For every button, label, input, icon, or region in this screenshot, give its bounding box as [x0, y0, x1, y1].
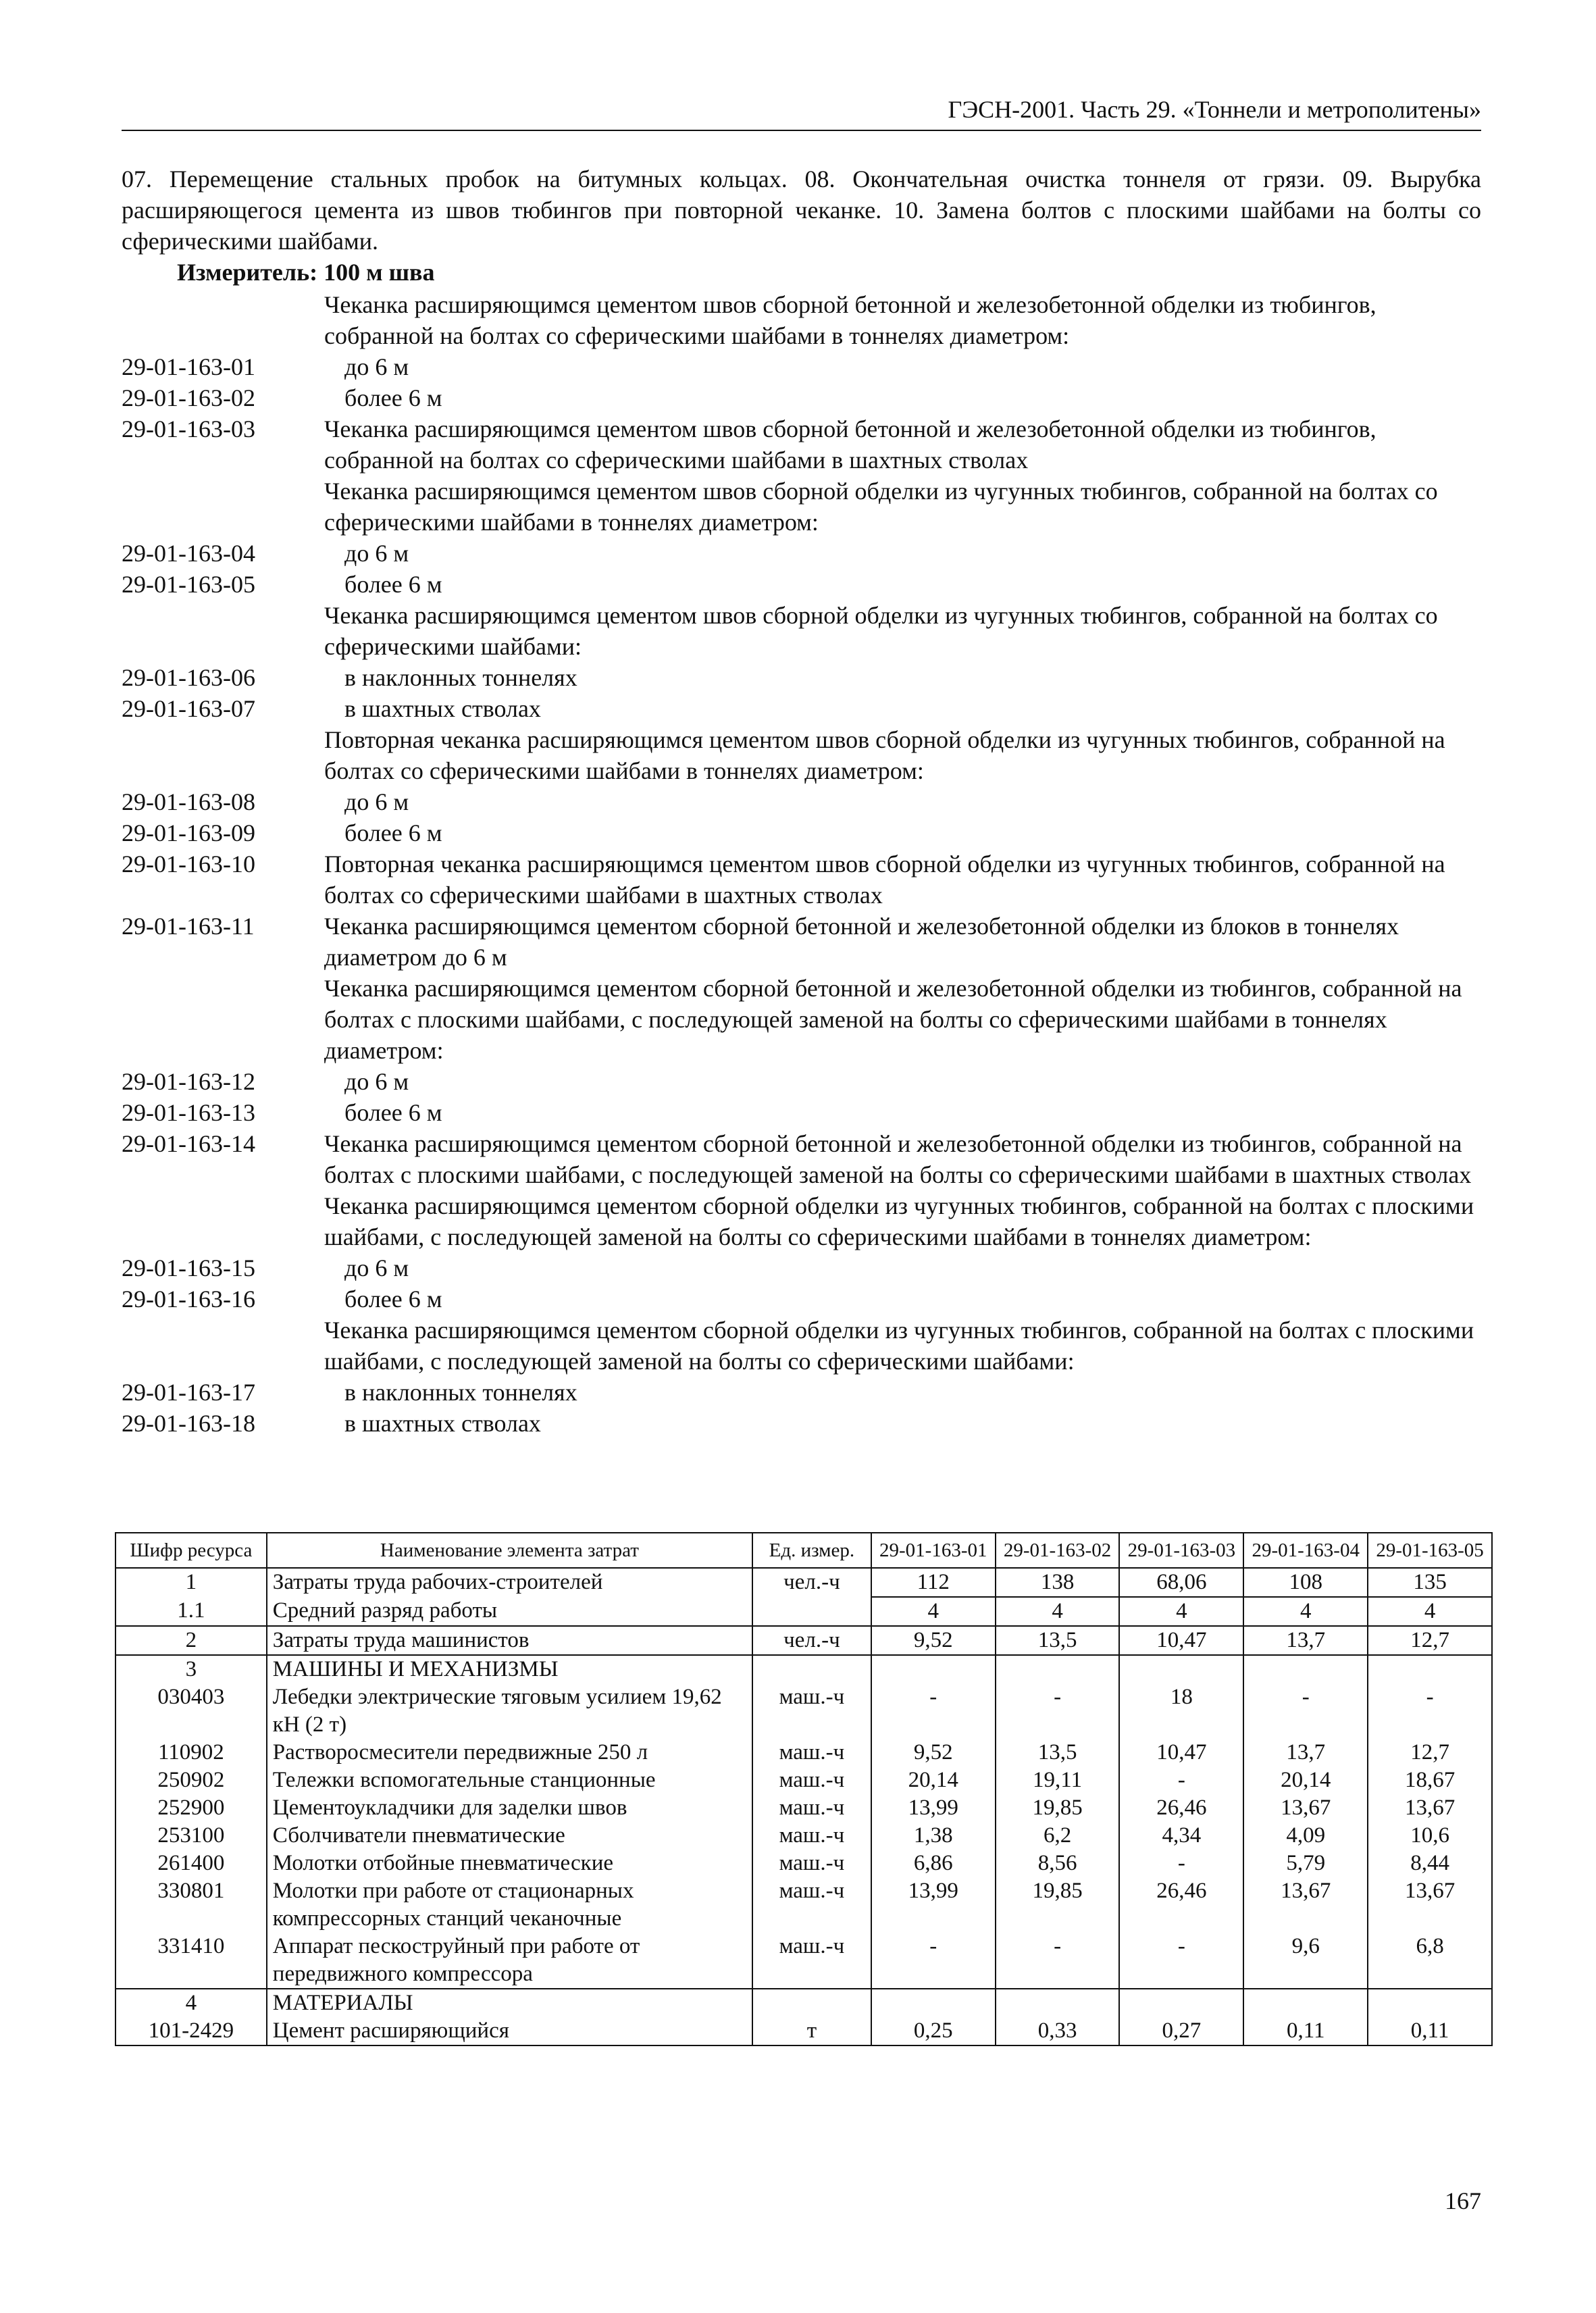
resource-unit: маш.-ч: [752, 1683, 871, 1739]
value-cell: 12,7: [1368, 1739, 1492, 1766]
value-cell: 20,14: [1243, 1766, 1368, 1794]
table-row: [115, 1597, 1492, 1626]
value-cell: 68,06: [1119, 1568, 1243, 1597]
value-cell: 8,44: [1368, 1850, 1492, 1877]
resource-unit: чел.-ч: [752, 1568, 871, 1597]
entry-text: до 6 м: [344, 788, 409, 815]
table-row: [115, 1626, 1492, 1655]
entry-code: [122, 289, 324, 351]
resource-name: Средний разряд работы: [267, 1597, 752, 1626]
entry-code: 29-01-163-03: [122, 415, 255, 442]
cost-table-body: [115, 1568, 1492, 2045]
value-cell: -: [1368, 1683, 1492, 1739]
value-cell: [1243, 1655, 1368, 1683]
entry-row: [122, 911, 1481, 973]
entry-row: [122, 1097, 1481, 1128]
entry-text: до 6 м: [344, 1254, 409, 1281]
table-row: [115, 2017, 1492, 2045]
table-header-cell: 29-01-163-01: [871, 1533, 996, 1568]
value-cell: [871, 1655, 996, 1683]
resource-name: Растворосмесители передвижные 250 л: [267, 1739, 752, 1766]
value-cell: 1,38: [871, 1822, 996, 1850]
entry-text: в шахтных стволах: [344, 695, 541, 722]
entry-row: [122, 382, 1481, 413]
value-cell: 13,7: [1243, 1739, 1368, 1766]
value-cell: 13,67: [1368, 1794, 1492, 1822]
resource-name: Лебедки электрические тяговым усилием 19,62 кН (2 т): [267, 1683, 752, 1739]
entry-text: Чеканка расширяющимся цементом сборной бетонной и железобетонной обделки из тюбингов, собранной на болтах с плоскими шайбами, с последующей заменой на болты со сферическими шайбами в тоннелях диаметром:: [324, 975, 1462, 1064]
table-row: [115, 1877, 1492, 1933]
value-cell: 0,33: [996, 2017, 1120, 2045]
value-cell: 4: [1119, 1597, 1243, 1626]
value-cell: [1119, 1989, 1243, 2017]
value-cell: 4: [996, 1597, 1120, 1626]
entry-code: 29-01-163-13: [122, 1099, 255, 1126]
resource-unit: маш.-ч: [752, 1739, 871, 1766]
entry-code: [122, 476, 324, 538]
resource-code: 261400: [115, 1850, 267, 1877]
table-row: [115, 1683, 1492, 1739]
table-header-cell: 29-01-163-02: [996, 1533, 1120, 1568]
cost-table: [115, 1532, 1493, 2046]
entry-code: 29-01-163-12: [122, 1068, 255, 1095]
entry-row: [122, 600, 1481, 662]
entry-row: [122, 538, 1481, 569]
entry-text: Чеканка расширяющимся цементом сборной обделки из чугунных тюбингов, собранной на болтах с плоскими шайбами, с последующей заменой на болты со сферическими шайбами:: [324, 1317, 1474, 1375]
entry-code: 29-01-163-15: [122, 1254, 255, 1281]
table-header-cell: Наименование элемента затрат: [267, 1533, 752, 1568]
entry-row: [122, 1315, 1481, 1377]
value-cell: 13,67: [1243, 1794, 1368, 1822]
resource-unit: маш.-ч: [752, 1877, 871, 1933]
resource-code: 252900: [115, 1794, 267, 1822]
resource-code: 101-2429: [115, 2017, 267, 2045]
resource-unit: [752, 1597, 871, 1626]
value-cell: 4: [871, 1597, 996, 1626]
entry-text: Чеканка расширяющимся цементом сборной бетонной и железобетонной обделки из тюбингов, собранной на болтах с плоскими шайбами, с последующей заменой на болты со сферическими шайбами в шахтных стволах: [324, 1130, 1472, 1188]
entry-text: в наклонных тоннелях: [344, 664, 577, 691]
entry-row: [122, 1066, 1481, 1097]
value-cell: -: [996, 1683, 1120, 1739]
value-cell: -: [996, 1933, 1120, 1989]
value-cell: 19,11: [996, 1766, 1120, 1794]
entry-code: 29-01-163-10: [122, 850, 255, 878]
value-cell: -: [1119, 1850, 1243, 1877]
table-row: [115, 1794, 1492, 1822]
value-cell: 112: [871, 1568, 996, 1597]
entry-text: Чеканка расширяющимся цементом швов сборной бетонной и железобетонной обделки из тюбингов, собранной на болтах со сферическими шайбами в тоннелях диаметром:: [324, 291, 1376, 349]
value-cell: 13,5: [996, 1626, 1120, 1655]
entry-text: Повторная чеканка расширяющимся цементом швов сборной обделки из чугунных тюбингов, собранной на болтах со сферическими шайбами в шахтных стволах: [324, 850, 1445, 909]
table-header-cell: 29-01-163-04: [1243, 1533, 1368, 1568]
resource-unit: маш.-ч: [752, 1766, 871, 1794]
entry-row: [122, 351, 1481, 382]
entry-row: [122, 476, 1481, 538]
value-cell: 18,67: [1368, 1766, 1492, 1794]
entry-row: [122, 724, 1481, 786]
value-cell: 13,7: [1243, 1626, 1368, 1655]
header-title: ГЭСН-2001. Часть 29. «Тоннели и метрополитены»: [948, 96, 1481, 123]
entry-text: Чеканка расширяющимся цементом швов сборной обделки из чугунных тюбингов, собранной на болтах со сферическими шайбами:: [324, 602, 1438, 660]
resource-name: МАТЕРИАЛЫ: [267, 1989, 752, 2017]
entry-text: Чеканка расширяющимся цементом сборной обделки из чугунных тюбингов, собранной на болтах с плоскими шайбами, с последующей заменой на болты со сферическими шайбами в тоннелях диаметром:: [324, 1192, 1474, 1250]
entry-code: [122, 600, 324, 662]
resource-code: 110902: [115, 1739, 267, 1766]
value-cell: 13,99: [871, 1877, 996, 1933]
resource-name: Затраты труда рабочих-строителей: [267, 1568, 752, 1597]
value-cell: [871, 1989, 996, 2017]
value-cell: [1243, 1989, 1368, 2017]
table-header-cell: Ед. измер.: [752, 1533, 871, 1568]
value-cell: 9,52: [871, 1626, 996, 1655]
page-number: 167: [1445, 2187, 1481, 2214]
entry-text: более 6 м: [344, 1099, 442, 1126]
resource-code: 2: [115, 1626, 267, 1655]
resource-unit: [752, 1655, 871, 1683]
value-cell: 10,6: [1368, 1822, 1492, 1850]
entry-code: 29-01-163-01: [122, 353, 255, 380]
value-cell: [996, 1989, 1120, 2017]
entry-text: в шахтных стволах: [344, 1410, 541, 1437]
resource-unit: маш.-ч: [752, 1850, 871, 1877]
table-row: [115, 1739, 1492, 1766]
table-row: [115, 1568, 1492, 1597]
resource-name: Сболчиватели пневматические: [267, 1822, 752, 1850]
value-cell: [996, 1655, 1120, 1683]
value-cell: -: [1243, 1683, 1368, 1739]
value-cell: [1368, 1655, 1492, 1683]
entry-row: [122, 289, 1481, 351]
resource-name: Молотки при работе от стационарных компрессорных станций чеканочные: [267, 1877, 752, 1933]
entry-code: 29-01-163-02: [122, 384, 255, 411]
resource-code: 4: [115, 1989, 267, 2017]
value-cell: 4,34: [1119, 1822, 1243, 1850]
entry-row: [122, 1252, 1481, 1283]
value-cell: 10,47: [1119, 1739, 1243, 1766]
table-row: [115, 1933, 1492, 1989]
resource-code: 030403: [115, 1683, 267, 1739]
entry-row: [122, 569, 1481, 600]
resource-code: 1.1: [115, 1597, 267, 1626]
entry-code: 29-01-163-07: [122, 695, 255, 722]
measure-label: Измеритель: 100 м шва: [177, 259, 435, 286]
cost-table-header: [115, 1533, 1492, 1568]
resource-name: Тележки вспомогательные станционные: [267, 1766, 752, 1794]
entry-code: [122, 1315, 324, 1377]
table-header-cell: 29-01-163-03: [1119, 1533, 1243, 1568]
entry-text: Повторная чеканка расширяющимся цементом швов сборной обделки из чугунных тюбингов, собранной на болтах со сферическими шайбами в тоннелях диаметром:: [324, 726, 1445, 784]
value-cell: 0,25: [871, 2017, 996, 2045]
entry-code: 29-01-163-17: [122, 1379, 255, 1406]
page-header: [122, 95, 1481, 131]
value-cell: [1368, 1989, 1492, 2017]
entry-code: 29-01-163-14: [122, 1130, 255, 1157]
entry-code: 29-01-163-05: [122, 571, 255, 598]
value-cell: 13,67: [1368, 1877, 1492, 1933]
intro-text: 07. Перемещение стальных пробок на битумных кольцах. 08. Окончательная очистка тоннеля от грязи. 09. Вырубка расширяющегося цемента из швов тюбингов при повторной чеканке. 10. Замена болтов с плоскими шайбами на болты со сферическими шайбами.: [122, 166, 1481, 255]
value-cell: 0,11: [1368, 2017, 1492, 2045]
value-cell: 6,86: [871, 1850, 996, 1877]
entry-text: в наклонных тоннелях: [344, 1379, 577, 1406]
table-row: [115, 1822, 1492, 1850]
value-cell: 5,79: [1243, 1850, 1368, 1877]
value-cell: 4,09: [1243, 1822, 1368, 1850]
value-cell: 135: [1368, 1568, 1492, 1597]
entry-row: [122, 413, 1481, 476]
value-cell: 9,52: [871, 1739, 996, 1766]
resource-code: 330801: [115, 1877, 267, 1933]
entry-row: [122, 1377, 1481, 1408]
resource-code: 253100: [115, 1822, 267, 1850]
entry-text: до 6 м: [344, 1068, 409, 1095]
entry-code: 29-01-163-04: [122, 540, 255, 567]
entry-text: более 6 м: [344, 1286, 442, 1313]
resource-unit: маш.-ч: [752, 1822, 871, 1850]
resource-name: Аппарат пескоструйный при работе от передвижного компрессора: [267, 1933, 752, 1989]
value-cell: 26,46: [1119, 1877, 1243, 1933]
entry-row: [122, 1190, 1481, 1252]
resource-code: 3: [115, 1655, 267, 1683]
entries-list: [122, 289, 1481, 1439]
value-cell: 6,8: [1368, 1933, 1492, 1989]
value-cell: -: [871, 1683, 996, 1739]
value-cell: 138: [996, 1568, 1120, 1597]
value-cell: 108: [1243, 1568, 1368, 1597]
value-cell: 13,99: [871, 1794, 996, 1822]
entry-text: более 6 м: [344, 819, 442, 846]
resource-name: Цемент расширяющийся: [267, 2017, 752, 2045]
value-cell: 19,85: [996, 1877, 1120, 1933]
entry-row: [122, 1128, 1481, 1190]
resource-name: Затраты труда машинистов: [267, 1626, 752, 1655]
resource-unit: т: [752, 2017, 871, 2045]
value-cell: 6,2: [996, 1822, 1120, 1850]
table-row: [115, 1766, 1492, 1794]
value-cell: 13,5: [996, 1739, 1120, 1766]
resource-unit: [752, 1989, 871, 2017]
table-row: [115, 1850, 1492, 1877]
value-cell: 20,14: [871, 1766, 996, 1794]
entry-code: 29-01-163-09: [122, 819, 255, 846]
value-cell: 0,11: [1243, 2017, 1368, 2045]
resource-name: МАШИНЫ И МЕХАНИЗМЫ: [267, 1655, 752, 1683]
value-cell: [1119, 1655, 1243, 1683]
entry-row: [122, 662, 1481, 693]
value-cell: -: [1119, 1933, 1243, 1989]
entry-code: 29-01-163-08: [122, 788, 255, 815]
resource-code: 250902: [115, 1766, 267, 1794]
value-cell: 0,27: [1119, 2017, 1243, 2045]
entry-row: [122, 817, 1481, 848]
entry-code: 29-01-163-16: [122, 1286, 255, 1313]
entry-row: [122, 848, 1481, 911]
entry-code: [122, 1190, 324, 1252]
table-row: [115, 1989, 1492, 2017]
entry-text: до 6 м: [344, 540, 409, 567]
table-header-cell: 29-01-163-05: [1368, 1533, 1492, 1568]
value-cell: 26,46: [1119, 1794, 1243, 1822]
value-cell: 9,6: [1243, 1933, 1368, 1989]
value-cell: 4: [1368, 1597, 1492, 1626]
entry-code: 29-01-163-18: [122, 1410, 255, 1437]
entry-text: более 6 м: [344, 571, 442, 598]
entry-text: Чеканка расширяющимся цементом сборной бетонной и железобетонной обделки из блоков в тоннелях диаметром до 6 м: [324, 913, 1399, 971]
entry-code: 29-01-163-11: [122, 913, 255, 940]
entry-text: Чеканка расширяющимся цементом швов сборной бетонной и железобетонной обделки из тюбингов, собранной на болтах со сферическими шайбами в шахтных стволах: [324, 415, 1376, 474]
entry-row: [122, 786, 1481, 817]
value-cell: 13,67: [1243, 1877, 1368, 1933]
value-cell: 19,85: [996, 1794, 1120, 1822]
entry-code: 29-01-163-06: [122, 664, 255, 691]
value-cell: 18: [1119, 1683, 1243, 1739]
table-row: [115, 1655, 1492, 1683]
entry-row: [122, 1283, 1481, 1315]
entry-text: до 6 м: [344, 353, 409, 380]
value-cell: 10,47: [1119, 1626, 1243, 1655]
value-cell: 4: [1243, 1597, 1368, 1626]
entry-row: [122, 1408, 1481, 1439]
resource-unit: маш.-ч: [752, 1933, 871, 1989]
entry-code: [122, 973, 324, 1066]
resource-code: 1: [115, 1568, 267, 1597]
value-cell: 8,56: [996, 1850, 1120, 1877]
resource-code: 331410: [115, 1933, 267, 1989]
entry-code: [122, 724, 324, 786]
entry-row: [122, 973, 1481, 1066]
value-cell: -: [871, 1933, 996, 1989]
table-header-cell: Шифр ресурса: [115, 1533, 267, 1568]
entry-text: Чеканка расширяющимся цементом швов сборной обделки из чугунных тюбингов, собранной на болтах со сферическими шайбами в тоннелях диаметром:: [324, 478, 1438, 536]
resource-unit: чел.-ч: [752, 1626, 871, 1655]
resource-unit: маш.-ч: [752, 1794, 871, 1822]
entry-row: [122, 693, 1481, 724]
value-cell: 12,7: [1368, 1626, 1492, 1655]
entry-text: более 6 м: [344, 384, 442, 411]
resource-name: Молотки отбойные пневматические: [267, 1850, 752, 1877]
resource-name: Цементоукладчики для заделки швов: [267, 1794, 752, 1822]
value-cell: -: [1119, 1766, 1243, 1794]
